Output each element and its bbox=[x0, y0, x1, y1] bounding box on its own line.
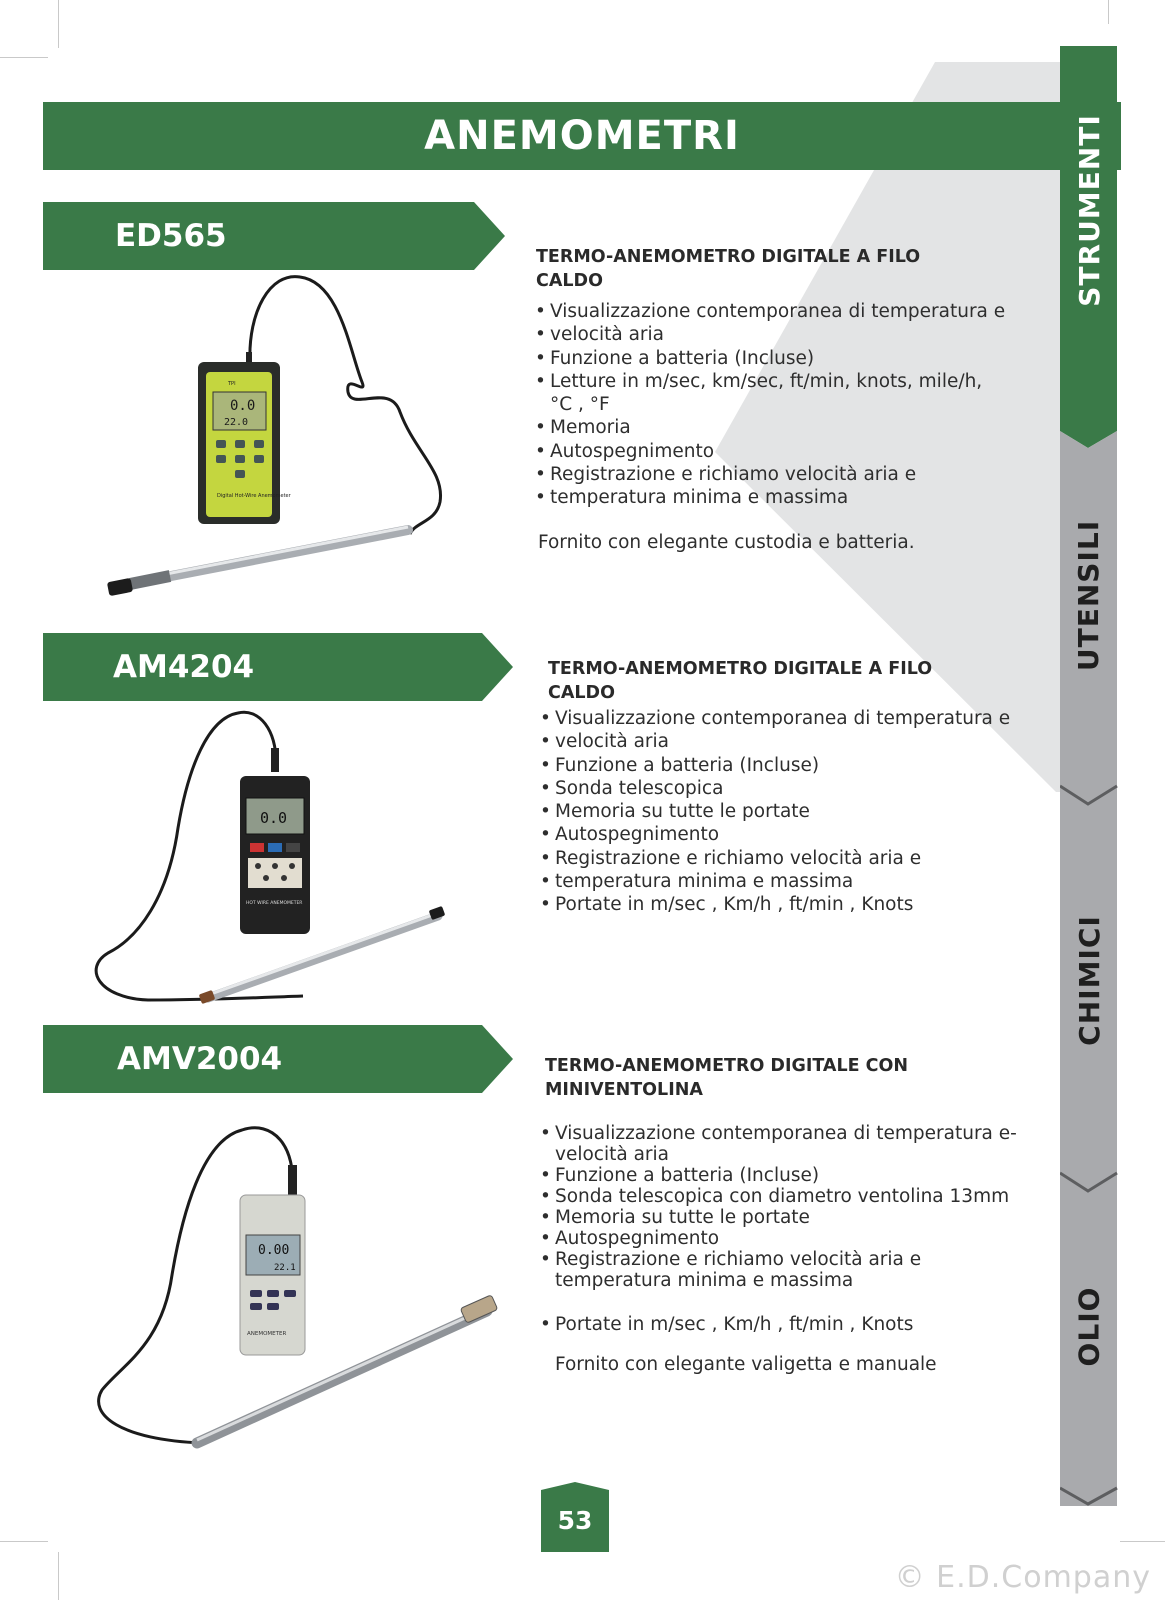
page-title: ANEMOMETRI bbox=[424, 113, 740, 159]
feature-item: • Autospegnimento bbox=[540, 1228, 1017, 1249]
svg-text:ANEMOMETER: ANEMOMETER bbox=[247, 1331, 287, 1337]
display-value: 22.0 bbox=[224, 417, 249, 428]
model-name: AMV2004 bbox=[117, 1041, 283, 1077]
display-value: 0.0 bbox=[260, 809, 288, 827]
product-note: Fornito con elegante valigetta e manuale bbox=[555, 1354, 937, 1375]
product-heading: TERMO-ANEMOMETRO DIGITALE A FILO CALDO bbox=[536, 247, 921, 291]
feature-list-extra bbox=[540, 1313, 913, 1336]
feature-item: • velocità aria bbox=[540, 730, 1010, 753]
model-name: AM4204 bbox=[113, 649, 255, 685]
am4204-device-image bbox=[88, 708, 468, 1018]
tab-utensili[interactable]: UTENSILI bbox=[1072, 519, 1106, 671]
svg-text:TPI: TPI bbox=[228, 381, 236, 387]
feature-list bbox=[535, 300, 1005, 510]
page-number: 53 bbox=[541, 1482, 609, 1552]
feature-item: • Registrazione e richiamo velocità aria e bbox=[535, 463, 1005, 486]
feature-item: • Memoria bbox=[535, 416, 1005, 439]
product-heading: TERMO-ANEMOMETRO DIGITALE CON MINIVENTOLINA bbox=[545, 1056, 909, 1100]
feature-item: • Memoria su tutte le portate bbox=[540, 1207, 1017, 1228]
model-name: ED565 bbox=[115, 218, 227, 254]
feature-item: • Visualizzazione contemporanea di temperatura e bbox=[540, 707, 1010, 730]
feature-item: • Portate in m/sec , Km/h , ft/min , Knots bbox=[540, 893, 1010, 916]
ed565-device-image bbox=[100, 272, 470, 612]
svg-text:Digital Hot-Wire Anemometer: Digital Hot-Wire Anemometer bbox=[217, 493, 291, 499]
feature-item: • temperatura minima e massima bbox=[535, 486, 1005, 509]
feature-item: • Sonda telescopica bbox=[540, 777, 1010, 800]
feature-item: • Registrazione e richiamo velocità aria e temperatura minima e massima bbox=[540, 1249, 1017, 1291]
feature-item: • Letture in m/sec, km/sec, ft/min, knots, mile/h, °C , °F bbox=[535, 370, 1005, 417]
feature-item: • Funzione a batteria (Incluse) bbox=[540, 1165, 1017, 1186]
amv2004-device-image bbox=[92, 1125, 512, 1455]
display-value: 0.00 bbox=[258, 1243, 290, 1258]
copyright-watermark: © E.D.Company bbox=[894, 1560, 1151, 1595]
product-note: Fornito con elegante custodia e batteria. bbox=[538, 532, 915, 553]
feature-item: • Visualizzazione contemporanea di temperatura e bbox=[535, 300, 1005, 323]
feature-item: • Visualizzazione contemporanea di temperatura e- velocità aria bbox=[540, 1123, 1017, 1165]
feature-list bbox=[540, 1123, 1017, 1291]
feature-list bbox=[540, 707, 1010, 917]
tab-chimici[interactable]: CHIMICI bbox=[1072, 914, 1106, 1046]
feature-item: • temperatura minima e massima bbox=[540, 870, 1010, 893]
model-tag-ed565 bbox=[43, 202, 505, 270]
feature-item: • Registrazione e richiamo velocità aria e bbox=[540, 847, 1010, 870]
tab-olio[interactable]: OLIO bbox=[1072, 1286, 1106, 1366]
tab-strumenti[interactable]: STRUMENTI bbox=[1072, 113, 1106, 307]
feature-item: • Portate in m/sec , Km/h , ft/min , Knots bbox=[540, 1313, 913, 1336]
feature-item: • Autospegnimento bbox=[540, 823, 1010, 846]
feature-item: • Funzione a batteria (Incluse) bbox=[540, 754, 1010, 777]
page-title-bar bbox=[43, 102, 1121, 170]
product-heading: TERMO-ANEMOMETRO DIGITALE A FILO CALDO bbox=[548, 659, 933, 703]
model-tag-amv2004 bbox=[43, 1025, 513, 1093]
feature-item: • Sonda telescopica con diametro ventolina 13mm bbox=[540, 1186, 1017, 1207]
feature-item: • velocità aria bbox=[535, 323, 1005, 346]
feature-item: • Funzione a batteria (Incluse) bbox=[535, 347, 1005, 370]
feature-item: • Autospegnimento bbox=[535, 440, 1005, 463]
display-value: 22.1 bbox=[274, 1263, 296, 1273]
svg-text:HOT WIRE ANEMOMETER: HOT WIRE ANEMOMETER bbox=[246, 901, 303, 906]
model-tag-am4204 bbox=[43, 633, 513, 701]
feature-item: • Memoria su tutte le portate bbox=[540, 800, 1010, 823]
display-value: 0.0 bbox=[230, 398, 256, 414]
